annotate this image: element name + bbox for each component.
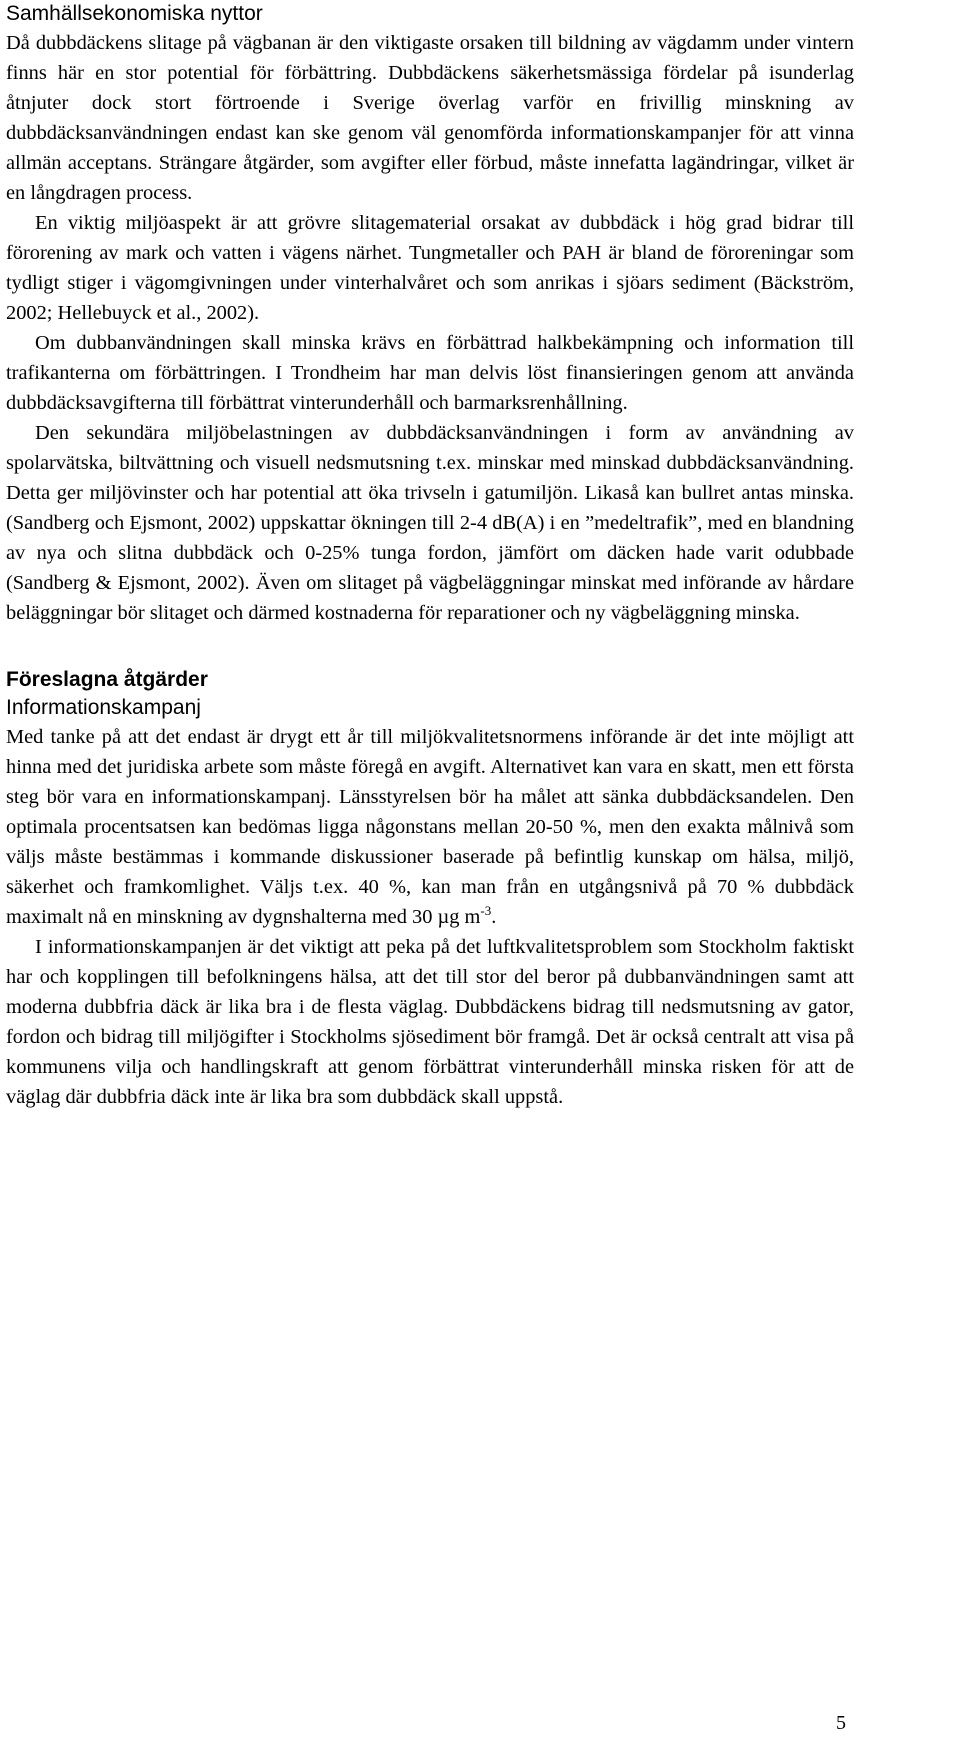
unit-exponent: -3 <box>480 903 492 919</box>
document-page <box>6 0 854 1112</box>
paragraph-sekundar-miljobelastning: Den sekundära miljöbelastningen av dubbdäcksanvändningen i form av användning av spolarvätska, biltvättning och visuell nedsmutsning t.ex. minskar med minskad dubbdäcksanvändning. Detta ger miljövinster och har potential att öka trivseln i gatumiljön. Likaså kan bullret antas minska. (Sandberg och Ejsmont, 2002) uppskattar ökningen till 2-4 dB(A) i en ”medeltrafik”, med en blandning av nya och slitna dubbdäck och 0-25% tunga fordon, jämfört om däcken hade varit odubbade (Sandberg & Ejsmont, 2002). Även om slitaget på vägbeläggningar minskat med införande av hårdare beläggningar bör slitaget och därmed kostnaderna för reparationer och ny vägbeläggning minska. <box>6 422 854 624</box>
paragraph-miljokvalitetsnorm-text: Med tanke på att det endast är drygt ett år till miljökvalitetsnormens införande är det inte möjligt att hinna med det juridiska arbete som måste föregå en avgift. Alternativet kan vara en skatt, men ett första steg bör vara en informationskampanj. Länsstyrelsen bör ha målet att sänka dubbdäcksandelen. Den optimala procentsatsen kan bedömas ligga någonstans mellan 20-50 %, men den exakta målnivå som väljs måste bestämmas i kommande diskussioner baserade på befintlig kunskap om hälsa, miljö, säkerhet och framkomlighet. Väljs t.ex. 40 %, kan man från en utgångsnivå på 70 % dubbdäck maximalt nå en minskning av dygnshalterna med 30 µg m <box>6 726 854 928</box>
section-heading-foreslagna-atgarder: Föreslagna åtgärder <box>6 668 208 691</box>
page-number: 5 <box>836 1712 846 1734</box>
paragraph-miljokvalitetsnorm <box>6 722 854 932</box>
section-spacer <box>6 628 854 666</box>
section-heading-samhallsekonomiska-nyttor: Samhällsekonomiska nyttor <box>6 2 263 25</box>
paragraph-dubbdack-slitage: Då dubbdäckens slitage på vägbanan är den viktigaste orsaken till bildning av vägdamm under vintern finns här en stor potential för förbättring. Dubbdäckens säkerhetsmässiga fördelar på isunderlag åtnjuter dock stort förtroende i Sverige överlag varför en frivillig minskning av dubbdäcksanvändningen endast kan ske genom väl genomförda informationskampanjer för att vinna allmän acceptans. Strängare åtgärder, som avgifter eller förbud, måste innefatta lagändringar, vilket är en långdragen process. <box>6 32 854 204</box>
paragraph-end-punctuation: . <box>491 906 497 928</box>
paragraph-informationskampanjen: I informationskampanjen är det viktigt att peka på det luftkvalitetsproblem som Stockholm faktiskt har och kopplingen till befolkningens hälsa, att det till stor del beror på dubbanvändningen samt att moderna dubbfria däck är lika bra i de flesta väglag. Dubbdäckens bidrag till nedsmutsning av gator, fordon och bidrag till miljögifter i Stockholms sjösediment bör framgå. Det är också centralt att visa på kommunens vilja och handlingskraft att genom förbättrat vinterunderhåll minska risken för att de väglag där dubbfria däck inte är lika bra som dubbdäck skall uppstå. <box>6 936 854 1108</box>
paragraph-miljoaspekt: En viktig miljöaspekt är att grövre slitagematerial orsakat av dubbdäck i hög grad bidrar till förorening av mark och vatten i vägens närhet. Tungmetaller och PAH är bland de föroreningar som tydligt stiger i vägomgivningen under vinterhalvåret och som anrikas i sjöars sediment (Bäckström, 2002; Hellebuyck et al., 2002). <box>6 212 854 324</box>
subheading-informationskampanj: Informationskampanj <box>6 696 201 719</box>
paragraph-halkbekampning: Om dubbanvändningen skall minska krävs en förbättrad halkbekämpning och information till trafikanterna om förbättringen. I Trondheim har man delvis löst finansieringen genom att använda dubbdäcksavgifterna till förbättrat vinterunderhåll och barmarksrenhållning. <box>6 332 854 414</box>
